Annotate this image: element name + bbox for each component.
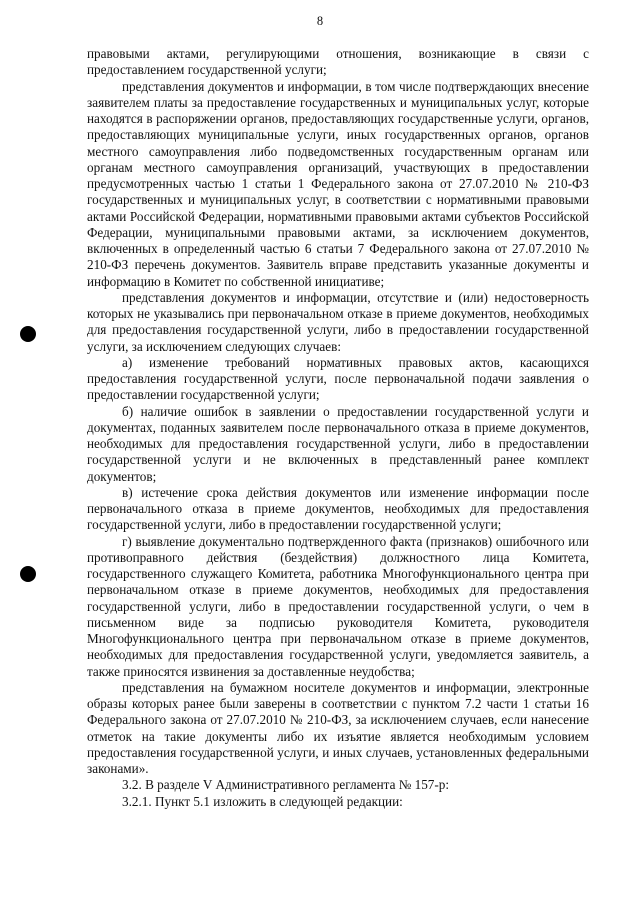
list-item-g: г) выявление документально подтвержденного факта (признаков) ошибочного или противоправного действия (бездействия) должностного лица Комитета, государственного служащего Комитета, работника Многофункционального центра при первоначальном отказе в приеме документов, необходимых для предоставления государственной услуги, либо в предоставлении государственной услуги, о чем в письменном виде за подписью руководителя Комитета, руководителя Многофункционального центра при первоначальном отказе в приеме документов, необходимых для предоставления государственной услуги, уведомляется заявитель, а также приносятся извинения за доставленные неудобства; — [87, 533, 589, 679]
list-item-b: б) наличие ошибок в заявлении о предоставлении государственной услуги и документах, поданных заявителем после первоначального отказа в приеме документов, необходимых для предоставления государственной услуги, либо в предоставлении государственной услуги и не включенных в представленный ранее комплект документов; — [87, 403, 589, 484]
punch-hole-mark — [20, 566, 36, 582]
paragraph-paper-media: представления на бумажном носителе документов и информации, электронные образы которых ранее были заверены в соответствии с пунктом 7.2 части 1 статьи 16 Федерального закона от 27.07.2010 № 210-ФЗ, за исключением случаев, если нанесение отметок на такие документы либо их изъятие является необходимым условием предоставления государственной услуги, и иных случаев, установленных федеральными законами». — [87, 679, 589, 776]
document-body — [87, 46, 589, 810]
page-number: 8 — [316, 14, 324, 28]
paragraph-unspecified-documents: представления документов и информации, отсутствие и (или) недостоверность которых не указывались при первоначальном отказе в приеме документов, необходимых для предоставления государственной услуги, либо в предоставлении государственной услуги, за исключением следующих случаев: — [87, 289, 589, 354]
punch-hole-mark — [20, 326, 36, 342]
list-item-v: в) истечение срока действия документов или изменение информации после первоначального отказа в приеме документов, необходимых для предоставления государственной услуги, либо в предоставлении государственной услуги; — [87, 484, 589, 533]
section-3-2-heading: 3.2. В разделе V Административного регламента № 157-р: — [122, 777, 450, 793]
section-3-2-1-heading: 3.2.1. Пункт 5.1 изложить в следующей редакции: — [122, 793, 403, 809]
list-item-a: а) изменение требований нормативных правовых актов, касающихся предоставления государственной услуги, после первоначальной подачи заявления о предоставлении государственной услуги; — [87, 354, 589, 403]
paragraph-documents-in-possession: представления документов и информации, в том числе подтверждающих внесение заявителем платы за предоставление государственных и муниципальных услуг, которые находятся в распоряжении органов, предоставляющих государственные услуги, органов, предоставляющих муниципальные услуги, иных государственных органов, органов местного самоуправления либо подведомственных государственным органам или органам местного самоуправления организаций, участвующих в предоставлении предусмотренных частью 1 статьи 1 Федерального закона от 27.07.2010 № 210-ФЗ государственных и муниципальных услуг, в соответствии с нормативными правовыми актами Российской Федерации, нормативными правовыми актами субъектов Российской Федерации, муниципальными правовыми актами, за исключением документов, включенных в определенный частью 6 статьи 7 Федерального закона от 27.07.2010 № 210-ФЗ перечень документов. Заявитель вправе представить указанные документы и информацию в Комитет по собственной инициативе; — [87, 78, 589, 289]
paragraph-continuation: правовыми актами, регулирующими отношения, возникающие в связи с предоставлением государственной услуги; — [87, 46, 589, 78]
